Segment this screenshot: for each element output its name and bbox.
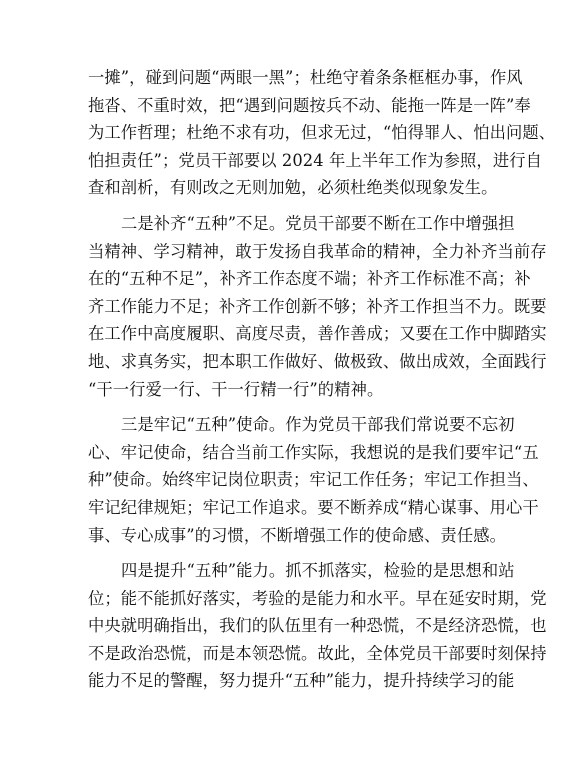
text-line: 齐工作能力不足；补齐工作创新不够；补齐工作担当不力。既要 <box>88 296 547 316</box>
text-line: 位；能不能抓好落实，考验的是能力和水平。早在延安时期，党 <box>88 588 547 608</box>
paragraph-gap <box>88 549 500 557</box>
paragraph <box>88 210 547 403</box>
text-line: 当精神、学习精神，敢于发扬自我革命的精神，全力补齐当前存 <box>88 241 547 261</box>
text-line: 四是提升“五种”能力。抓不抓落实，检验的是思想和站 <box>121 561 515 581</box>
text-line: 地、求真务实，把本职工作做好、做极致、做出成效，全面践行 <box>88 351 547 371</box>
text-line: “干一行爱一行、干一行精一行”的精神。 <box>88 379 384 399</box>
text-line: 在的“五种不足”，补齐工作态度不端；补齐工作标准不高；补 <box>88 269 531 289</box>
text-line: 牢记纪律规矩；牢记工作追求。要不断养成“精心谋事、用心干 <box>88 497 539 517</box>
text-line: 事、专心成事”的习惯，不断增强工作的使命感、责任感。 <box>88 525 506 545</box>
text-line: 三是牢记“五种”使命。作为党员干部我们常说要不忘初 <box>121 415 515 435</box>
paragraph <box>88 64 556 202</box>
text-line: 一摊”，碰到问题“两眼一黑”；杜绝守着条条框框办事，作风 <box>88 68 523 87</box>
text-line: 拖沓、不重时效，把“遇到问题按兵不动、能拖一阵是一阵”奉 <box>88 95 531 115</box>
text-line: 怕担责任”；党员干部要以 2024 年上半年工作为参照，进行自 <box>88 150 542 170</box>
text-line: 查和剖析，有则改之无则加勉，必须杜绝类似现象发生。 <box>88 178 498 198</box>
text-line: 为工作哲理；杜绝不求有功，但求无过，“怕得罪人、怕出问题、 <box>88 123 556 143</box>
text-line: 中央就明确指出，我们的队伍里有一种恐慌，不是经济恐慌，也 <box>88 616 547 636</box>
paragraph <box>88 557 547 695</box>
paragraph-gap <box>88 202 500 210</box>
paragraph-gap <box>88 403 500 411</box>
text-line: 不是政治恐慌，而是本领恐慌。故此，全体党员干部要时刻保持 <box>88 643 547 663</box>
text-line: 心、牢记使命，结合当前工作实际，我想说的是我们要牢记“五 <box>88 442 539 462</box>
document-body <box>88 64 556 695</box>
paragraph <box>88 411 539 549</box>
text-line: 能力不足的警醒，努力提升“五种”能力，提升持续学习的能 <box>88 671 515 691</box>
text-line: 二是补齐“五种”不足。党员干部要不断在工作中增强担 <box>121 213 515 233</box>
text-line: 种”使命。始终牢记岗位职责；牢记工作任务；牢记工作担当、 <box>88 470 539 490</box>
text-line: 在工作中高度履职、高度尽责，善作善成；又要在工作中脚踏实 <box>88 324 547 344</box>
